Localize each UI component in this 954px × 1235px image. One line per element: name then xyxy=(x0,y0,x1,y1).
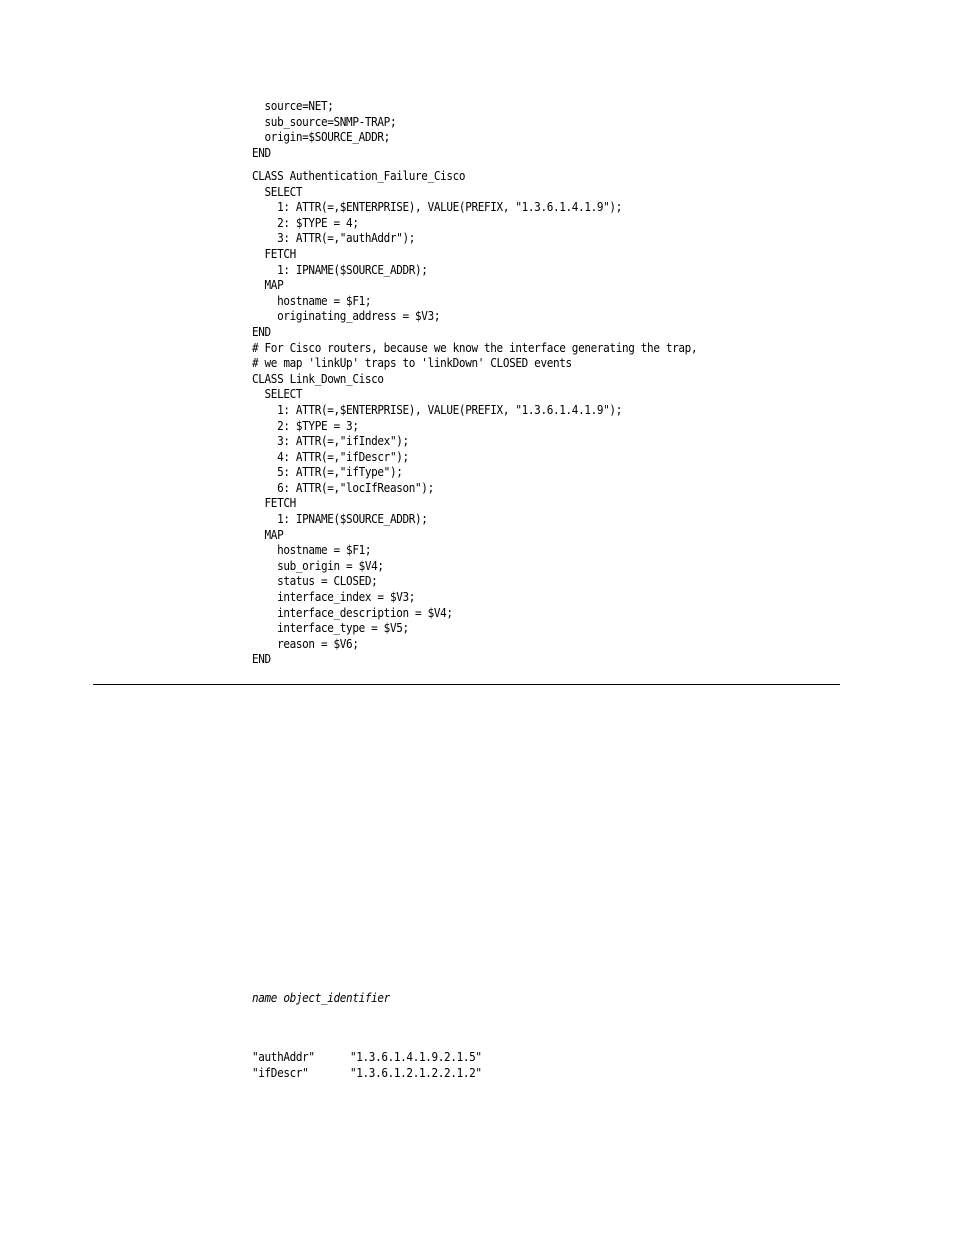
code-line: interface_type = $V5; xyxy=(252,620,409,636)
code-line: reason = $V6; xyxy=(252,635,359,651)
code-line: 4: ATTR(=,"ifDescr"); xyxy=(252,448,409,464)
code-line: origin=$SOURCE_ADDR; xyxy=(252,129,390,145)
oid-row xyxy=(252,1049,552,1065)
code-line: MAP xyxy=(252,277,284,293)
code-line: interface_index = $V3; xyxy=(252,589,416,605)
code-line: 2: $TYPE = 4; xyxy=(252,214,359,230)
horizontal-rule xyxy=(93,684,840,685)
code-line: sub_source=SNMP-TRAP; xyxy=(252,113,397,129)
code-line: FETCH xyxy=(252,495,296,511)
code-line: 6: ATTR(=,"locIfReason"); xyxy=(252,479,434,495)
code-line: 3: ATTR(=,"ifIndex"); xyxy=(252,433,409,449)
code-line: END xyxy=(252,323,271,339)
code-line: MAP xyxy=(252,526,284,542)
code-block-top xyxy=(252,98,396,160)
code-line: END xyxy=(252,144,271,160)
code-line: hostname = $F1; xyxy=(252,542,372,558)
code-line: 1: ATTR(=,$ENTERPRISE), VALUE(PREFIX, "1.3.6.1.4.1.9"); xyxy=(252,401,622,417)
code-line: CLASS Authentication_Failure_Cisco xyxy=(252,168,466,183)
code-line: sub_origin = $V4; xyxy=(252,557,384,573)
code-line: hostname = $F1; xyxy=(252,292,372,308)
code-line: status = CLOSED; xyxy=(252,573,378,589)
code-line: 1: IPNAME($SOURCE_ADDR); xyxy=(252,261,428,277)
code-line: FETCH xyxy=(252,245,296,261)
oid-value: "1.3.6.1.2.1.2.2.1.2" xyxy=(350,1064,482,1080)
syntax-format-line: name object_identifier xyxy=(252,990,390,1005)
code-line: 3: ATTR(=,"authAddr"); xyxy=(252,230,416,246)
code-line: END xyxy=(252,651,271,667)
code-line: SELECT xyxy=(252,183,303,199)
code-line: 1: IPNAME($SOURCE_ADDR); xyxy=(252,511,428,527)
oid-table xyxy=(252,1049,552,1080)
oid-name: "authAddr" xyxy=(252,1049,315,1064)
code-line: interface_description = $V4; xyxy=(252,604,453,620)
code-line: # we map 'linkUp' traps to 'linkDown' CLOSED events xyxy=(252,355,572,371)
oid-name: "ifDescr" xyxy=(252,1064,309,1080)
oid-value: "1.3.6.1.4.1.9.2.1.5" xyxy=(350,1049,482,1064)
code-line: originating_address = $V3; xyxy=(252,308,441,324)
code-line: # For Cisco routers, because we know the interface generating the trap, xyxy=(252,339,698,355)
code-line: 5: ATTR(=,"ifType"); xyxy=(252,464,403,480)
code-block-class-definitions xyxy=(252,168,697,667)
code-line: CLASS Link_Down_Cisco xyxy=(252,370,384,386)
oid-row xyxy=(252,1065,552,1081)
code-line: source=NET; xyxy=(252,98,334,113)
code-line: 2: $TYPE = 3; xyxy=(252,417,359,433)
code-line: SELECT xyxy=(252,386,303,402)
code-line: 1: ATTR(=,$ENTERPRISE), VALUE(PREFIX, "1.3.6.1.4.1.9"); xyxy=(252,199,622,215)
